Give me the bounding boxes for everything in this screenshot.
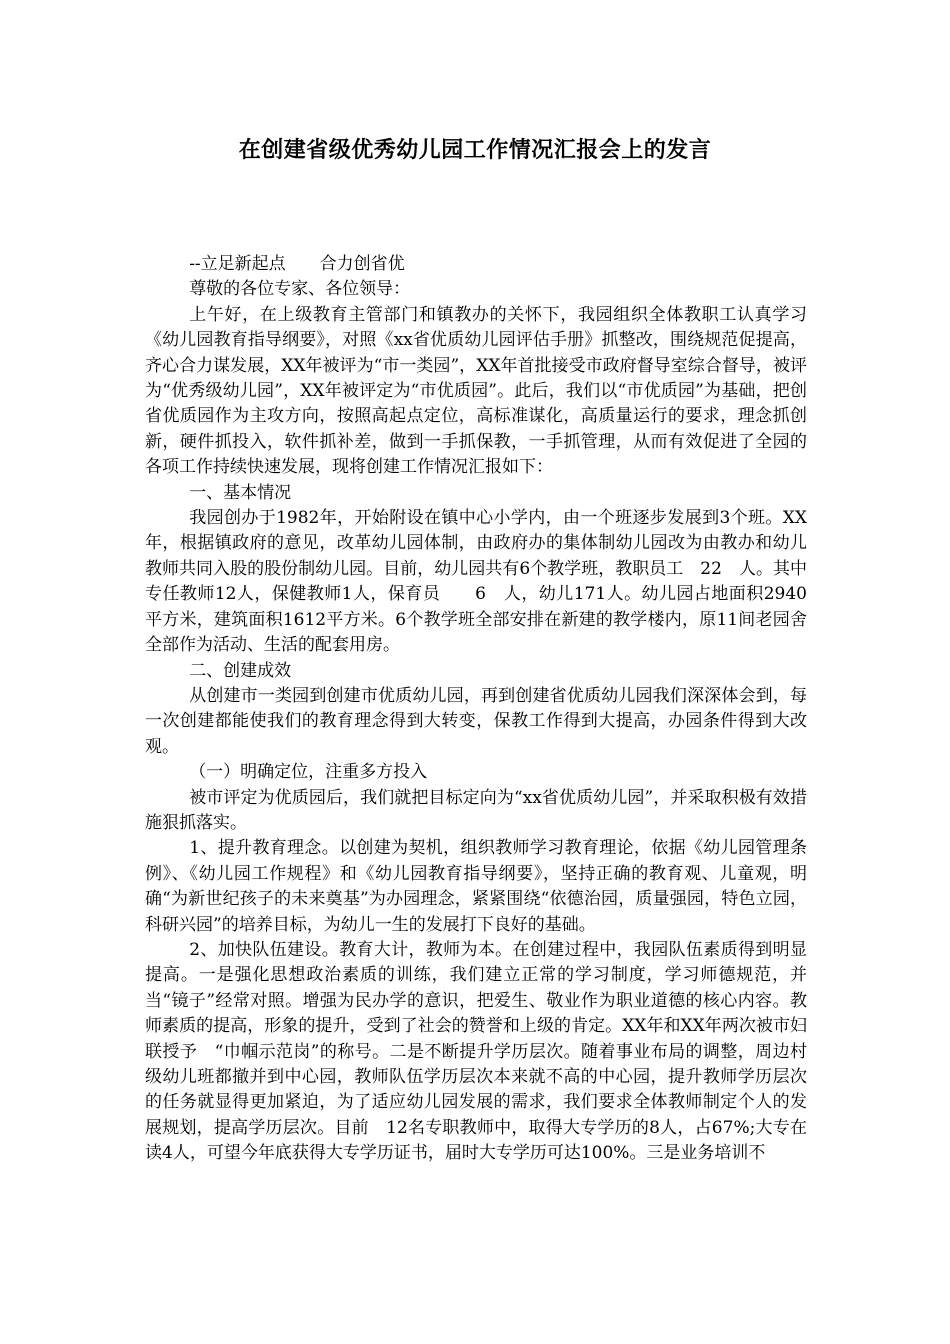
paragraph-item-1: 1、提升教育理念。以创建为契机，组织教师学习教育理论，依据《幼儿园管理条例》、《幼儿园工作规程》和《幼儿园教育指导纲要》，坚持正确的教育观、儿童观，明确“为新世纪孩子的未来奠基”为办园理念，紧紧围绕“依德治园，质量强园，特色立园，科研兴园”的培养目标，为幼儿一生的发展打下良好的基础。	[145, 838, 807, 935]
paragraph-item-2: 2、加快队伍建设。教育大计，教师为本。在创建过程中，我园队伍素质得到明显提高。一是强化思想政治素质的训练，我们建立正常的学习制度，学习师德规范，并当“镜子”经常对照。增强为民办学的意识，把爱生、敬业作为职业道德的核心内容。教师素质的提高，形象的提升，受到了社会的赞誉和上级的肯定。XX年和XX年两次被市妇联授予 “巾帼示范岗”的称号。二是不断提升学历层次。随着事业布局的调整，周边村级幼儿班都撤并到中心园，教师队伍学历层次本来就不高的中心园，提升教师学历层次的任务就显得更加紧迫，为了适应幼儿园发展的需求，我们要求全体教师制定个人的发展规划，提高学历层次。目前 12名专职教师中，取得大专学历的8人，占67%;大专在读4人，可望今年底获得大专学历证书，届时大专学历可达100%。三是业务培训不	[145, 939, 807, 1164]
subsection-heading-positioning: （一）明确定位，注重多方投入	[189, 762, 428, 783]
paragraph-basic-info: 我园创办于1982年，开始附设在镇中心小学内，由一个班逐步发展到3个班。XX年，根据镇政府的意见，改革幼儿园体制，由政府办的集体制幼儿园改为由教办和幼儿教师共同入股的股份制幼儿园。目前，幼儿园共有6个教学班，教职员工 22 人。其中专任教师12人，保健教师1人，保育员 6 人，幼儿171人。幼儿园占地面积2940平方米，建筑面积1612平方米。6个教学班全部安排在新建的教学楼内，原11间老园舍全部作为活动、生活的配套用房。	[145, 508, 807, 656]
subtitle-line: --立足新起点 合力创省优	[189, 254, 405, 274]
document-title: 在创建省级优秀幼儿园工作情况汇报会上的发言	[238, 138, 712, 163]
paragraph-positioning: 被市评定为优质园后，我们就把目标定向为“xx省优质幼儿园”，并采取积极有效措施狠抓落实。	[145, 787, 807, 833]
paragraph-results: 从创建市一类园到创建市优质幼儿园，再到创建省优质幼儿园我们深深体会到，每一次创建都能使我们的教育理念得到大转变，保教工作得到大提高，办园条件得到大改观。	[145, 685, 807, 757]
section-heading-results: 二、创建成效	[189, 660, 292, 681]
section-heading-basic: 一、基本情况	[189, 482, 292, 503]
document-body	[145, 252, 807, 1167]
salutation: 尊敬的各位专家、各位领导：	[189, 279, 411, 300]
paragraph-intro: 上午好，在上级教育主管部门和镇教办的关怀下，我园组织全体教职工认真学习《幼儿园教育指导纲要》，对照《xx省优质幼儿园评估手册》抓整改，围绕规范促提高，齐心合力谋发展，XX年被评为“市一类园”，XX年首批接受市政府督导室综合督导，被评为“优秀级幼儿园”，XX年被评定为“市优质园”。此后，我们以“市优质园”为基础，把创省优质园作为主攻方向，按照高起点定位，高标准谋化，高质量运行的要求，理念抓创新，硬件抓投入，软件抓补差，做到一手抓保教，一手抓管理，从而有效促进了全园的各项工作持续快速发展，现将创建工作情况汇报如下：	[145, 304, 807, 478]
